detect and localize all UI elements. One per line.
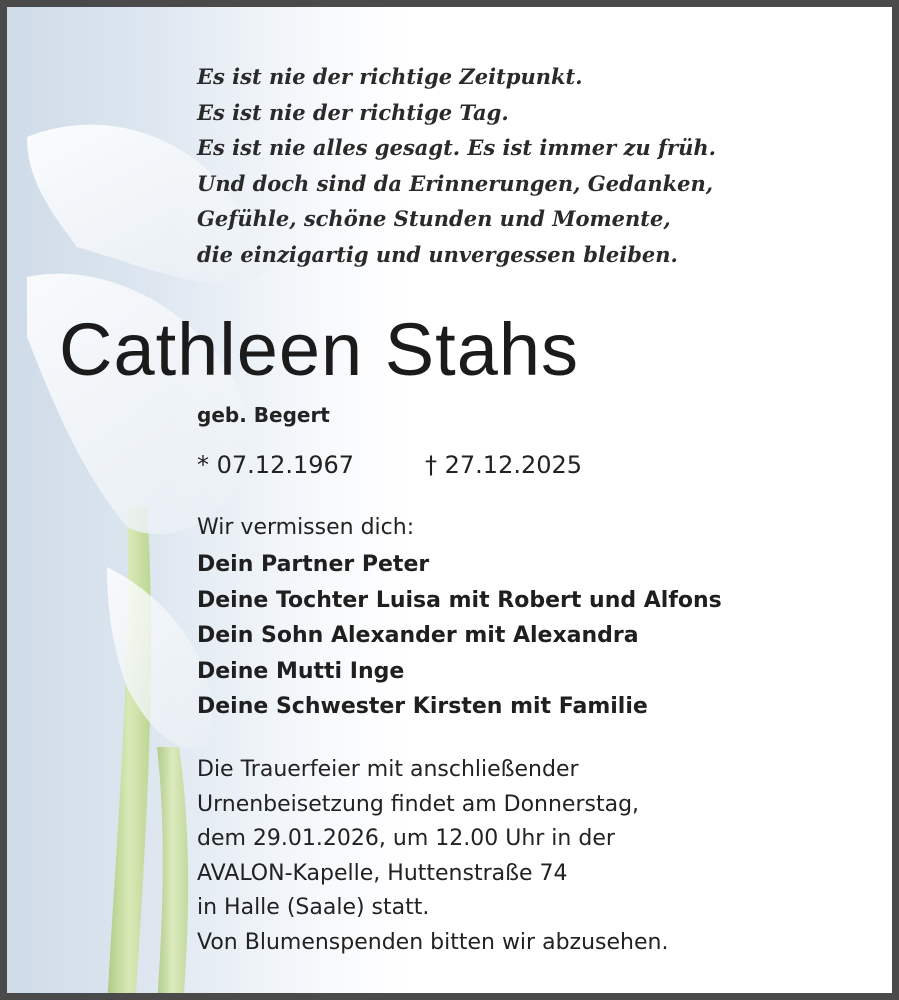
- death-date: † 27.12.2025: [425, 451, 583, 479]
- birth-date: * 07.12.1967: [197, 451, 355, 479]
- mourner-item: Deine Mutti Inge: [197, 658, 405, 684]
- service-line: AVALON-Kapelle, Huttenstraße 74: [197, 860, 568, 886]
- maiden-name: geb. Begert: [197, 403, 330, 427]
- deceased-name: Cathleen Stahs: [59, 308, 580, 391]
- poem-line: Es ist nie der richtige Zeitpunkt.: [197, 64, 583, 89]
- service-line: in Halle (Saale) statt.: [197, 895, 430, 920]
- mourner-item: Dein Sohn Alexander mit Alexandra: [197, 623, 639, 648]
- mourner-item: Deine Schwester Kirsten mit Familie: [197, 694, 648, 719]
- poem-line: Es ist nie alles gesagt. Es ist immer zu früh.: [197, 135, 716, 160]
- service-line: Urnenbeisetzung findet am Donnerstag,: [197, 791, 640, 817]
- poem-line: Es ist nie der richtige Tag.: [197, 99, 509, 125]
- mourners-list: [197, 547, 722, 725]
- poem-line: Gefühle, schöne Stunden und Momente,: [197, 206, 671, 231]
- poem-line: Und doch sind da Erinnerungen, Gedanken,: [197, 170, 714, 196]
- mourners-intro: Wir vermissen dich:: [197, 515, 415, 540]
- mourner-item: Dein Partner Peter: [197, 552, 430, 577]
- poem-line: die einzigartig und unvergessen bleiben.: [197, 241, 678, 267]
- service-line: dem 29.01.2026, um 12.00 Uhr in der: [197, 826, 615, 851]
- service-line: Von Blumenspenden bitten wir abzusehen.: [197, 929, 669, 955]
- service-details: [197, 753, 668, 960]
- service-line: Die Trauerfeier mit anschließender: [197, 757, 579, 782]
- poem-block: [197, 59, 716, 272]
- mourner-item: Deine Tochter Luisa mit Robert und Alfons: [197, 587, 722, 613]
